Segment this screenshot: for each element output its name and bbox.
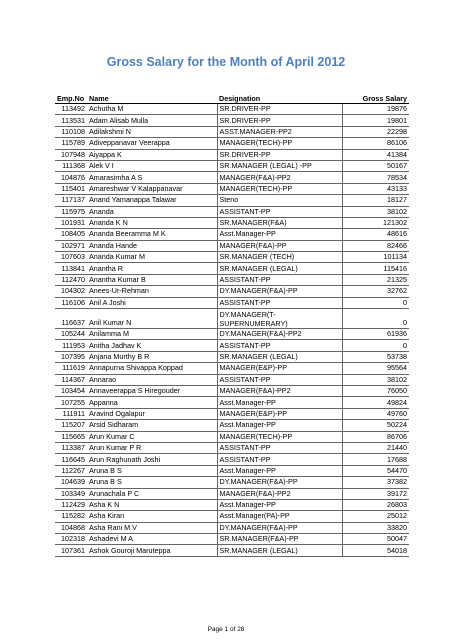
name-cell: Alek V I	[87, 160, 217, 171]
designation-cell: ASSISTANT-PP	[217, 374, 342, 385]
emp-no-cell: 102971	[55, 240, 87, 251]
gross-salary-cell: 41384	[342, 149, 409, 160]
name-cell: Anilamma M	[87, 329, 217, 340]
emp-no-cell: 107395	[55, 351, 87, 362]
gross-salary-cell: 61936	[342, 329, 409, 340]
designation-cell: Steno	[217, 195, 342, 206]
table-row	[55, 138, 409, 149]
gross-salary-cell: 48616	[342, 229, 409, 240]
designation-cell: Asst.Manager-PP	[217, 229, 342, 240]
emp-no-cell: 113387	[55, 442, 87, 453]
name-cell: Achutha M	[87, 104, 217, 115]
emp-no-cell: 116645	[55, 454, 87, 465]
gross-salary-cell: 33820	[342, 522, 409, 533]
name-cell: Anand Yamanappa Talawar	[87, 195, 217, 206]
designation-cell: SR.MANAGER(F&A)-PP	[217, 534, 342, 545]
name-cell: Anil Kumar N	[87, 309, 217, 329]
name-cell: Ananda Kumar M	[87, 252, 217, 263]
gross-salary-cell: 82466	[342, 240, 409, 251]
emp-no-cell: 115975	[55, 206, 87, 217]
table-row	[55, 195, 409, 206]
name-cell: Ananda	[87, 206, 217, 217]
name-cell: Annarao	[87, 374, 217, 385]
emp-no-cell: 115401	[55, 183, 87, 194]
table-row	[55, 442, 409, 453]
emp-no-cell: 105244	[55, 329, 87, 340]
emp-no-cell: 115789	[55, 138, 87, 149]
gross-salary-cell: 22298	[342, 126, 409, 137]
designation-cell: DY.MANAGER(T-SUPERNUMERARY)	[217, 309, 342, 329]
table-row	[55, 420, 409, 431]
table-row	[55, 511, 409, 522]
name-cell: Asha Rani M V	[87, 522, 217, 533]
designation-cell: SR.MANAGER(F&A)	[217, 217, 342, 228]
gross-salary-cell: 121302	[342, 217, 409, 228]
table-row	[55, 340, 409, 351]
name-cell: Asha Kiran	[87, 511, 217, 522]
designation-cell: ASSISTANT-PP	[217, 454, 342, 465]
emp-no-cell: 107948	[55, 149, 87, 160]
designation-cell: MANAGER(E&P)-PP	[217, 408, 342, 419]
name-cell: Adam Alisab Mulla	[87, 115, 217, 126]
designation-cell: ASSISTANT-PP	[217, 442, 342, 453]
emp-no-cell: 104868	[55, 522, 87, 533]
emp-no-cell: 107361	[55, 545, 87, 556]
emp-no-cell: 116106	[55, 297, 87, 308]
emp-no-cell: 113841	[55, 263, 87, 274]
page-number: Page 1 of 28	[207, 626, 245, 633]
name-cell: Arun Kumar C	[87, 431, 217, 442]
table-row	[55, 206, 409, 217]
name-cell: Aruna B S	[87, 465, 217, 476]
emp-no-cell: 102318	[55, 534, 87, 545]
table-row	[55, 183, 409, 194]
emp-no-cell: 103349	[55, 488, 87, 499]
designation-cell: DY.MANAGER(F&A)-PP	[217, 522, 342, 533]
table-row	[55, 431, 409, 442]
emp-no-cell: 115207	[55, 420, 87, 431]
table-row	[55, 274, 409, 285]
gross-salary-cell: 43133	[342, 183, 409, 194]
emp-no-cell: 101931	[55, 217, 87, 228]
designation-cell: DY.MANAGER(F&A)-PP2	[217, 329, 342, 340]
table-row	[55, 104, 409, 115]
gross-salary-cell: 39172	[342, 488, 409, 499]
header-designation: Designation	[217, 85, 342, 104]
gross-salary-cell: 18127	[342, 195, 409, 206]
table-row	[55, 477, 409, 488]
gross-salary-cell: 26803	[342, 499, 409, 510]
table-row	[55, 309, 409, 329]
name-cell: Adilakshmi N	[87, 126, 217, 137]
name-cell: Anjana Murthy B R	[87, 351, 217, 362]
emp-no-cell: 112429	[55, 499, 87, 510]
name-cell: Ashadevi M A	[87, 534, 217, 545]
table-row	[55, 534, 409, 545]
table-row	[55, 374, 409, 385]
table-row	[55, 545, 409, 556]
designation-cell: SR.MANAGER (LEGAL) -PP	[217, 160, 342, 171]
header-emp-no: Emp.No	[55, 85, 87, 104]
name-cell: Arun Kumar P R	[87, 442, 217, 453]
name-cell: Amarasimha A S	[87, 172, 217, 183]
name-cell: Aiyappa K	[87, 149, 217, 160]
designation-cell: SR.DRIVER-PP	[217, 104, 342, 115]
emp-no-cell: 116637	[55, 309, 87, 329]
gross-salary-cell: 86106	[342, 138, 409, 149]
name-cell: Ananda Hande	[87, 240, 217, 251]
name-cell: Aruna B S	[87, 477, 217, 488]
gross-salary-cell: 17688	[342, 454, 409, 465]
designation-cell: MANAGER(TECH)-PP	[217, 183, 342, 194]
designation-cell: ASST.MANAGER-PP2	[217, 126, 342, 137]
gross-salary-cell: 21325	[342, 274, 409, 285]
designation-cell: SR.DRIVER-PP	[217, 115, 342, 126]
emp-no-cell: 107255	[55, 397, 87, 408]
table-row	[55, 286, 409, 297]
table-row	[55, 363, 409, 374]
designation-cell: MANAGER(F&A)-PP2	[217, 488, 342, 499]
gross-salary-cell: 25012	[342, 511, 409, 522]
gross-salary-cell: 115416	[342, 263, 409, 274]
name-cell: Ananda Beeramma M K	[87, 229, 217, 240]
gross-salary-cell: 0	[342, 340, 409, 351]
gross-salary-cell: 54470	[342, 465, 409, 476]
table-row	[55, 160, 409, 171]
emp-no-cell: 104302	[55, 286, 87, 297]
designation-cell: ASSISTANT-PP	[217, 274, 342, 285]
designation-cell: SR.MANAGER (TECH)	[217, 252, 342, 263]
gross-salary-cell: 95564	[342, 363, 409, 374]
designation-cell: Asst.Manager(PA)-PP	[217, 511, 342, 522]
gross-salary-cell: 53738	[342, 351, 409, 362]
gross-salary-cell: 0	[342, 297, 409, 308]
emp-no-cell: 111619	[55, 363, 87, 374]
emp-no-cell: 110108	[55, 126, 87, 137]
table-row	[55, 522, 409, 533]
name-cell: Annaveerappa S Hiregouder	[87, 385, 217, 396]
gross-salary-cell: 50167	[342, 160, 409, 171]
table-row	[55, 385, 409, 396]
emp-no-cell: 111953	[55, 340, 87, 351]
salary-table-body	[55, 104, 409, 557]
name-cell: Appanna	[87, 397, 217, 408]
gross-salary-cell: 78534	[342, 172, 409, 183]
gross-salary-cell: 49824	[342, 397, 409, 408]
emp-no-cell: 104876	[55, 172, 87, 183]
gross-salary-cell: 19876	[342, 104, 409, 115]
name-cell: Anees-Ur-Rehman	[87, 286, 217, 297]
table-row	[55, 397, 409, 408]
designation-cell: ASSISTANT-PP	[217, 297, 342, 308]
emp-no-cell: 117137	[55, 195, 87, 206]
name-cell: Arunachala P C	[87, 488, 217, 499]
table-row	[55, 229, 409, 240]
name-cell: Anitha Jadhav K	[87, 340, 217, 351]
emp-no-cell: 104639	[55, 477, 87, 488]
table-row	[55, 149, 409, 160]
emp-no-cell: 108405	[55, 229, 87, 240]
name-cell: Asha K N	[87, 499, 217, 510]
header-gross-salary: Gross Salary	[342, 85, 409, 104]
designation-cell: SR.MANAGER (LEGAL)	[217, 351, 342, 362]
table-row	[55, 499, 409, 510]
emp-no-cell: 115282	[55, 511, 87, 522]
name-cell: Amareshwar V Kalappanavar	[87, 183, 217, 194]
table-row	[55, 465, 409, 476]
designation-cell: SR.MANAGER (LEGAL)	[217, 263, 342, 274]
name-cell: Anantha R	[87, 263, 217, 274]
emp-no-cell: 111911	[55, 408, 87, 419]
table-row	[55, 297, 409, 308]
name-cell: Annapurna Shivappa Koppad	[87, 363, 217, 374]
designation-cell: SR.DRIVER-PP	[217, 149, 342, 160]
emp-no-cell: 113492	[55, 104, 87, 115]
designation-cell: MANAGER(E&P)-PP	[217, 363, 342, 374]
table-row	[55, 263, 409, 274]
designation-cell: DY.MANAGER(F&A)-PP	[217, 286, 342, 297]
emp-no-cell: 111368	[55, 160, 87, 171]
designation-cell: Asst.Manager-PP	[217, 420, 342, 431]
designation-cell: MANAGER(TECH)-PP	[217, 431, 342, 442]
gross-salary-cell: 49760	[342, 408, 409, 419]
gross-salary-cell: 101134	[342, 252, 409, 263]
emp-no-cell: 112267	[55, 465, 87, 476]
designation-cell: Asst.Manager-PP	[217, 465, 342, 476]
table-row	[55, 408, 409, 419]
table-header-row	[55, 85, 409, 104]
salary-table	[55, 85, 409, 557]
gross-salary-cell: 50224	[342, 420, 409, 431]
table-row	[55, 329, 409, 340]
gross-salary-cell: 21440	[342, 442, 409, 453]
table-row	[55, 217, 409, 228]
table-row	[55, 126, 409, 137]
designation-cell: Asst.Manager-PP	[217, 397, 342, 408]
table-row	[55, 488, 409, 499]
name-cell: Arsid Sidharam	[87, 420, 217, 431]
name-cell: Anil A Joshi	[87, 297, 217, 308]
table-row	[55, 351, 409, 362]
gross-salary-cell: 50047	[342, 534, 409, 545]
name-cell: Adiveppanavar Veerappa	[87, 138, 217, 149]
emp-no-cell: 115665	[55, 431, 87, 442]
designation-cell: SR.MANAGER (LEGAL)	[217, 545, 342, 556]
name-cell: Anantha Kumar B	[87, 274, 217, 285]
emp-no-cell: 107603	[55, 252, 87, 263]
emp-no-cell: 113531	[55, 115, 87, 126]
name-cell: Aravind Ogalapur	[87, 408, 217, 419]
table-row	[55, 252, 409, 263]
designation-cell: ASSISTANT-PP	[217, 340, 342, 351]
designation-cell: MANAGER(F&A)-PP	[217, 240, 342, 251]
emp-no-cell: 114367	[55, 374, 87, 385]
table-row	[55, 240, 409, 251]
gross-salary-cell: 38102	[342, 374, 409, 385]
designation-cell: MANAGER(F&A)-PP2	[217, 385, 342, 396]
gross-salary-cell: 38102	[342, 206, 409, 217]
gross-salary-cell: 86706	[342, 431, 409, 442]
designation-cell: Asst.Manager-PP	[217, 499, 342, 510]
gross-salary-cell: 54018	[342, 545, 409, 556]
designation-cell: DY.MANAGER(F&A)-PP	[217, 477, 342, 488]
designation-cell: MANAGER(TECH)-PP	[217, 138, 342, 149]
gross-salary-cell: 32762	[342, 286, 409, 297]
table-row	[55, 454, 409, 465]
gross-salary-cell: 0	[342, 309, 409, 329]
gross-salary-cell: 76050	[342, 385, 409, 396]
designation-cell: MANAGER(F&A)-PP2	[217, 172, 342, 183]
name-cell: Ashok Gouroji Maruteppa	[87, 545, 217, 556]
emp-no-cell: 112470	[55, 274, 87, 285]
table-row	[55, 115, 409, 126]
emp-no-cell: 103454	[55, 385, 87, 396]
name-cell: Ananda K N	[87, 217, 217, 228]
table-row	[55, 172, 409, 183]
designation-cell: ASSISTANT-PP	[217, 206, 342, 217]
name-cell: Arun Raghunath Joshi	[87, 454, 217, 465]
gross-salary-cell: 19801	[342, 115, 409, 126]
gross-salary-cell: 37382	[342, 477, 409, 488]
header-name: Name	[87, 85, 217, 104]
page-title: Gross Salary for the Month of April 2012	[106, 55, 346, 69]
